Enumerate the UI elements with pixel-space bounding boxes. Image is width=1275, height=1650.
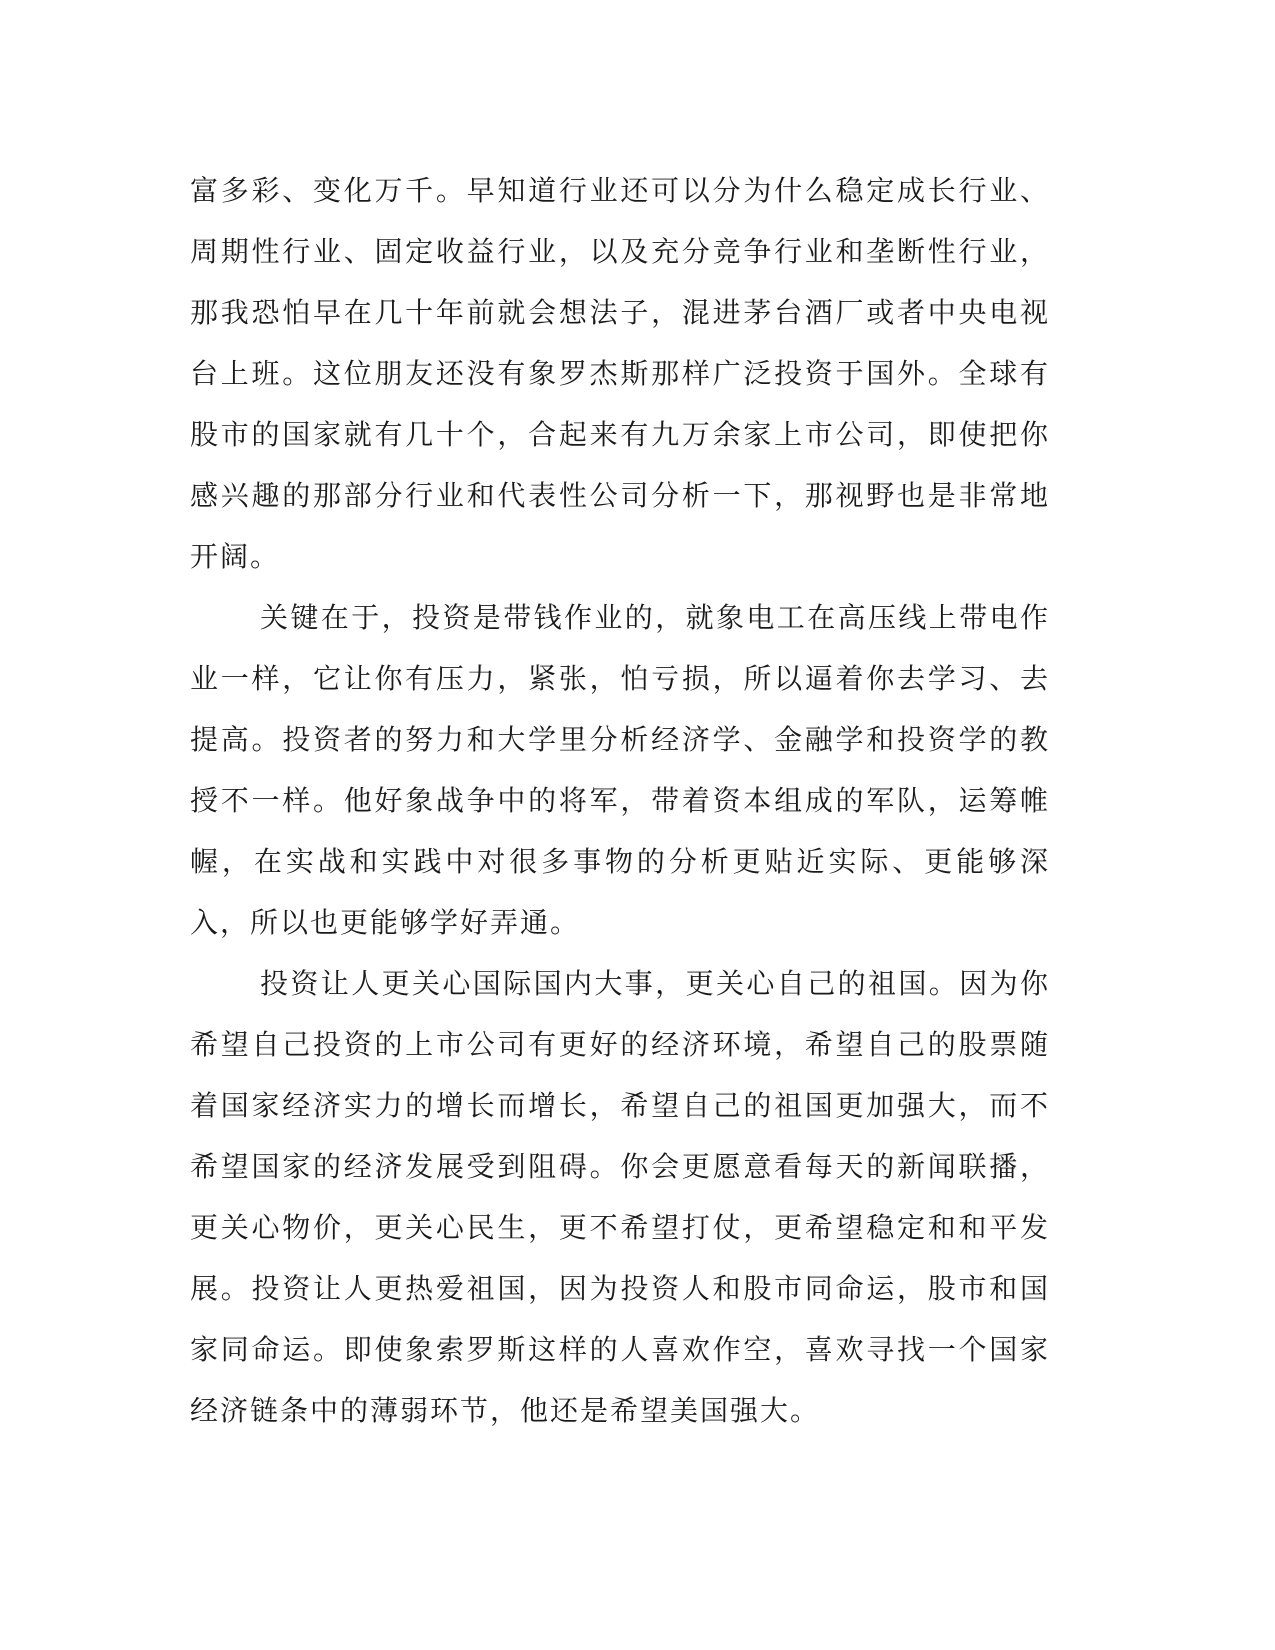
document-body bbox=[190, 160, 1050, 1441]
paragraph-investment-pressure: 关键在于，投资是带钱作业的，就象电工在高压线上带电作业一样，它让你有压力，紧张，怕亏损，所以逼着你去学习、去提高。投资者的努力和大学里分析经济学、金融学和投资学的教授不一样。他好象战争中的将军，带着资本组成的军队，运筹帷幄，在实战和实践中对很多事物的分析更贴近实际、更能够深入，所以也更能够学好弄通。 bbox=[190, 601, 1050, 939]
paragraph-continued: 富多彩、变化万千。早知道行业还可以分为什么稳定成长行业、周期性行业、固定收益行业，以及充分竞争行业和垄断性行业，那我恐怕早在几十年前就会想法子，混进茅台酒厂或者中央电视台上班。这位朋友还没有象罗杰斯那样广泛投资于国外。全球有股市的国家就有几十个，合起来有九万余家上市公司，即使把你感兴趣的那部分行业和代表性公司分析一下，那视野也是非常地开阔。 bbox=[190, 174, 1050, 573]
paragraph-investment-patriotism: 投资让人更关心国际国内大事，更关心自己的祖国。因为你希望自己投资的上市公司有更好的经济环境，希望自己的股票随着国家经济实力的增长而增长，希望自己的祖国更加强大，而不希望国家的经济发展受到阻碍。你会更愿意看每天的新闻联播，更关心物价，更关心民生，更不希望打仗，更希望稳定和和平发展。投资让人更热爱祖国，因为投资人和股市同命运，股市和国家同命运。即使象索罗斯这样的人喜欢作空，喜欢寻找一个国家经济链条中的薄弱环节，他还是希望美国强大。 bbox=[190, 967, 1050, 1427]
